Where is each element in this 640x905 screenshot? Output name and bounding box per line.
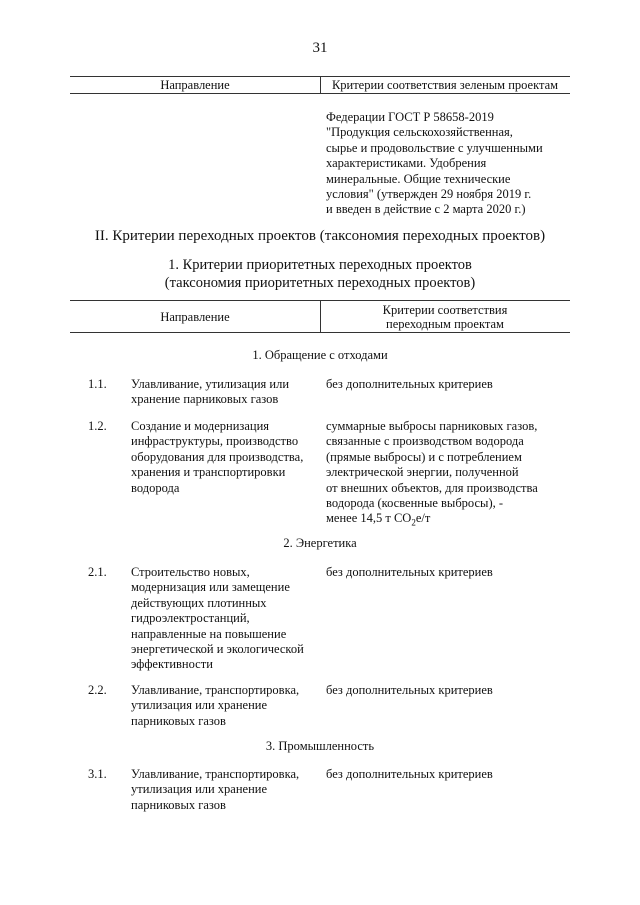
criteria-line: без дополнительных критериев: [326, 565, 493, 579]
row-number: 3.1.: [88, 767, 107, 781]
direction-line: хранения и транспортировки: [131, 465, 286, 480]
table2-header-criteria: [320, 303, 570, 331]
table1-header-rule: [70, 93, 570, 94]
criteria-line: водорода (косвенные выбросы), -: [326, 496, 504, 511]
co2-subscript: 2: [411, 517, 416, 528]
table2-header-direction: Направление: [160, 310, 230, 324]
direction-line: парниковых газов: [131, 713, 226, 728]
direction-line: энергетической и экологической: [131, 642, 304, 657]
row-number: 2.2.: [88, 683, 107, 697]
criteria-line: суммарные выбросы парниковых газов,: [326, 419, 538, 433]
direction-line: Создание и модернизация: [131, 419, 270, 433]
continuation-line: и введен в действие с 2 марта 2020 г.): [326, 202, 526, 217]
row-number: 1.2.: [88, 419, 107, 433]
table1-header-criteria: Критерии соответствия зеленым проектам: [331, 78, 559, 92]
continuation-line: минеральные. Общие технические: [326, 171, 511, 186]
criteria-last-line: [326, 511, 566, 531]
subsection-title: [0, 256, 640, 292]
criteria-line: (прямые выбросы) и с потреблением: [326, 449, 522, 464]
row-criteria: [326, 565, 566, 580]
direction-line: направленные на повышение: [131, 626, 287, 641]
criteria-line: без дополнительных критериев: [326, 683, 493, 697]
row-number: 2.1.: [88, 565, 107, 579]
continuation-line: "Продукция сельскохозяйственная,: [326, 125, 513, 140]
row-criteria: [326, 377, 566, 392]
section-title: II. Критерии переходных проектов (таксономия переходных проектов): [94, 228, 546, 244]
group-title: 3. Промышленность: [265, 739, 375, 753]
direction-line: гидроэлектростанций,: [131, 611, 250, 626]
table2-header-criteria-line1: Критерии соответствия: [382, 303, 508, 317]
direction-line: эффективности: [131, 657, 213, 672]
row-criteria: [326, 419, 566, 531]
direction-line: модернизация или замещение: [131, 580, 290, 595]
direction-line: оборудования для производства,: [131, 449, 304, 464]
row-number: 1.1.: [88, 377, 107, 391]
direction-line: действующих плотинных: [131, 595, 267, 610]
row-criteria: [326, 767, 566, 782]
direction-line: Улавливание, утилизация или: [131, 377, 290, 391]
direction-line: водорода: [131, 480, 180, 495]
direction-line: утилизация или хранение: [131, 782, 268, 797]
row-direction: [131, 683, 317, 729]
criteria-line: без дополнительных критериев: [326, 377, 493, 391]
criteria-line: электрической энергии, полученной: [326, 465, 519, 480]
row-direction: [131, 419, 317, 496]
criteria-line: от внешних объектов, для производства: [326, 480, 538, 495]
continuation-line: условия" (утвержден 29 ноября 2019 г.: [326, 187, 532, 202]
direction-line: Улавливание, транспортировка,: [131, 683, 300, 697]
table2-header-rule: [70, 332, 570, 333]
row-criteria: [326, 683, 566, 698]
row-direction: [131, 377, 317, 408]
continuation-line: сырье и продовольствие с улучшенными: [326, 140, 543, 155]
direction-line: хранение парниковых газов: [131, 392, 279, 407]
direction-line: утилизация или хранение: [131, 698, 268, 713]
subsection-title-line1: 1. Критерии приоритетных переходных проектов: [168, 257, 472, 273]
continuation-line: характеристиками. Удобрения: [326, 156, 487, 171]
group-title: 1. Обращение с отходами: [252, 348, 388, 362]
direction-line: инфраструктуры, производство: [131, 434, 299, 449]
criteria-line: без дополнительных критериев: [326, 767, 493, 781]
continuation-line: Федерации ГОСТ Р 58658-2019: [326, 110, 494, 124]
row-direction: [131, 767, 317, 813]
row-direction: [131, 565, 317, 673]
group-title: 2. Энергетика: [283, 536, 357, 550]
direction-line: парниковых газов: [131, 797, 226, 812]
criteria-last-suffix: е/т: [415, 511, 431, 526]
criteria-last-prefix: менее 14,5 т СО: [326, 511, 412, 526]
table2-header-criteria-line2: переходным проектам: [386, 317, 504, 331]
page-number: 31: [312, 40, 328, 56]
direction-line: Улавливание, транспортировка,: [131, 767, 300, 781]
direction-line: Строительство новых,: [131, 565, 250, 579]
criteria-line: связанные с производством водорода: [326, 434, 524, 449]
table1-continuation-criteria: [326, 110, 566, 218]
subsection-title-line2: (таксономия приоритетных переходных проектов): [164, 275, 476, 291]
table1-header-direction: Направление: [160, 78, 230, 92]
